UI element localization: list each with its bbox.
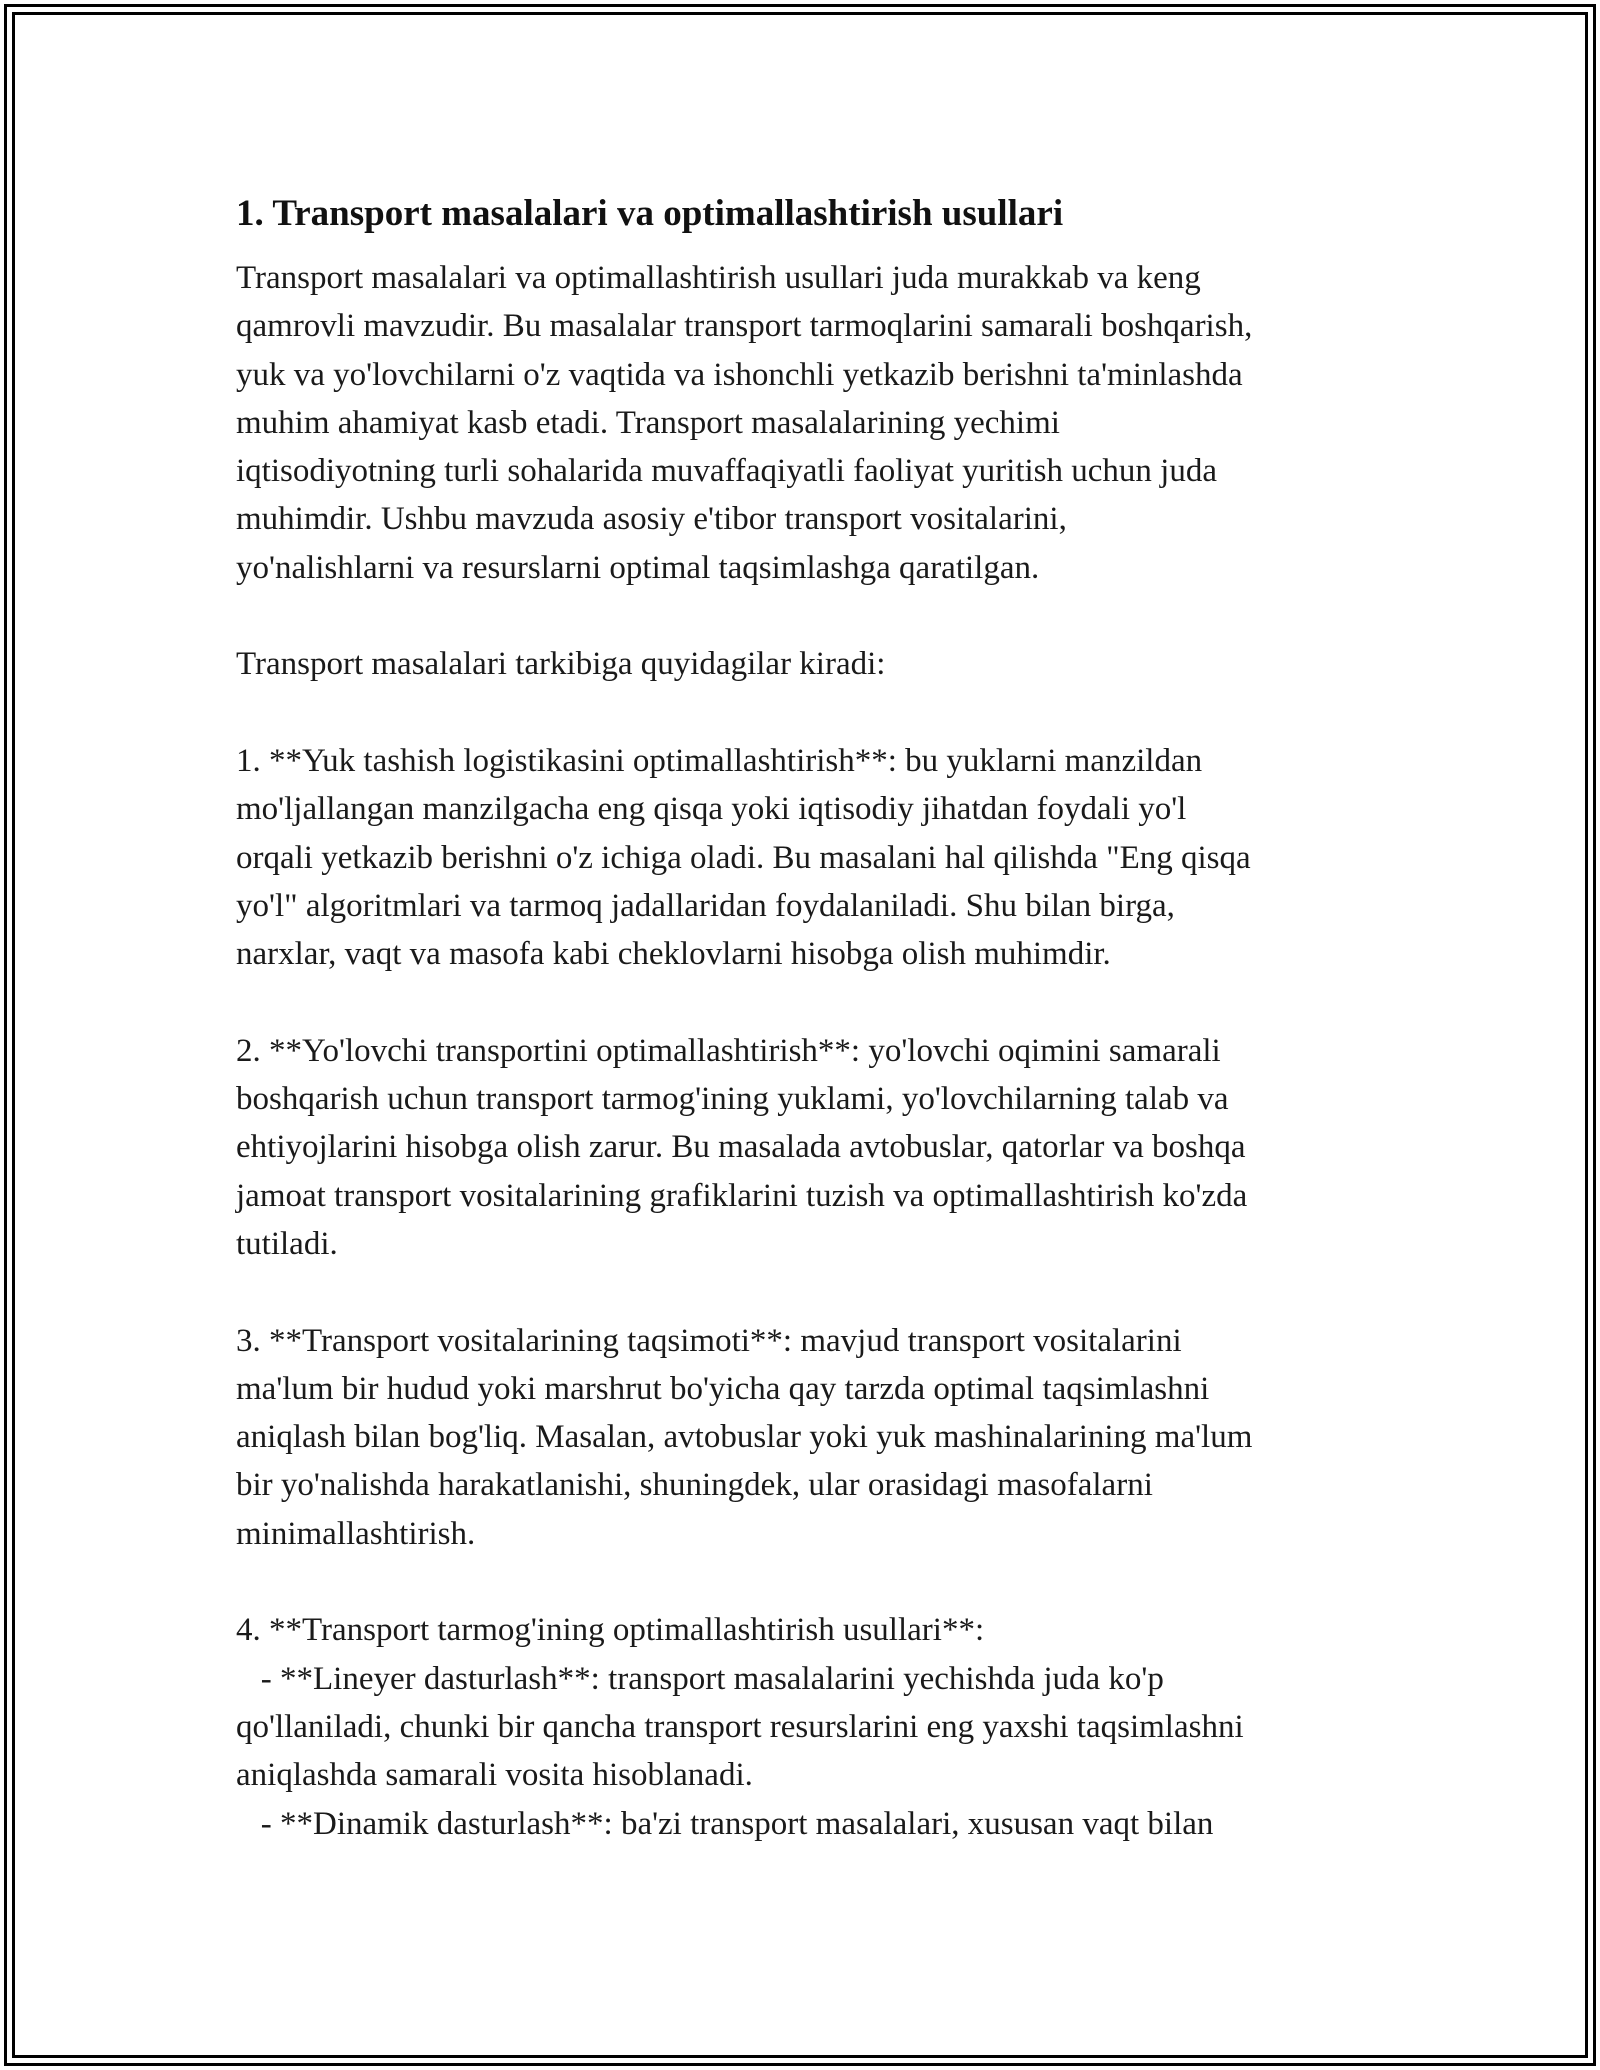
list-lead-line: Transport masalalari tarkibiga quyidagilar kiradi:: [236, 646, 886, 683]
list-item-4: [236, 1606, 1376, 1847]
paragraph-spacer: [236, 1268, 1376, 1316]
paragraph-line: bir yo'nalishda harakatlanishi, shuningdek, ular orasidagi masofalarni: [236, 1467, 1153, 1504]
intro-paragraph: [236, 254, 1376, 592]
paragraph-line: qamrovli mavzudir. Bu masalalar transport tarmoqlarini samarali boshqarish,: [236, 308, 1253, 345]
paragraph-line: yuk va yo'lovchilarni o'z vaqtida va ishonchli yetkazib berishni ta'minlashda: [236, 356, 1243, 393]
paragraph-spacer: [236, 1558, 1376, 1606]
paragraph-line: muhimdir. Ushbu mavzuda asosiy e'tibor transport vositalarini,: [236, 501, 1067, 538]
list-item-1: [236, 737, 1376, 978]
paragraph-line: yo'nalishlarni va resurslarni optimal taqsimlashga qaratilgan.: [236, 549, 1040, 586]
paragraph-line: qo'llaniladi, chunki bir qancha transport resurslarini eng yaxshi taqsimlashni: [236, 1708, 1244, 1745]
paragraph-line: - **Lineyer dasturlash**: transport masalalarini yechishda juda ko'p: [236, 1660, 1164, 1697]
paragraph-spacer: [236, 978, 1376, 1026]
paragraph-line: jamoat transport vositalarining grafiklarini tuzish va optimallashtirish ko'zda: [236, 1177, 1248, 1214]
paragraph-line: 3. **Transport vositalarining taqsimoti**: mavjud transport vositalarini: [236, 1322, 1182, 1359]
paragraph-line: 2. **Yo'lovchi transportini optimallashtirish**: yo'lovchi oqimini samarali: [236, 1032, 1221, 1069]
list-item-2: [236, 1027, 1376, 1268]
paragraph-line: muhim ahamiyat kasb etadi. Transport masalalarining yechimi: [236, 404, 1060, 441]
paragraph-line: yo'l" algoritmlari va tarmoq jadallaridan foydalaniladi. Shu bilan birga,: [236, 887, 1175, 924]
paragraph-line: minimallashtirish.: [236, 1515, 476, 1552]
paragraph-line: boshqarish uchun transport tarmog'ining yuklami, yo'lovchilarning talab va: [236, 1081, 1229, 1118]
paragraph-line: iqtisodiyotning turli sohalarida muvaffaqiyatli faoliyat yuritish uchun juda: [236, 453, 1217, 490]
paragraph-line: narxlar, vaqt va masofa kabi cheklovlarni hisobga olish muhimdir.: [236, 936, 1111, 973]
paragraph-line: ehtiyojlarini hisobga olish zarur. Bu masalada avtobuslar, qatorlar va boshqa: [236, 1129, 1246, 1166]
paragraph-line: - **Dinamik dasturlash**: ba'zi transport masalalari, xususan vaqt bilan: [236, 1805, 1214, 1842]
paragraph-line: aniqlash bilan bog'liq. Masalan, avtobuslar yoki yuk mashinalarining ma'lum: [236, 1419, 1253, 1456]
paragraph-line: orqali yetkazib berishni o'z ichiga oladi. Bu masalani hal qilishda "Eng qisqa: [236, 839, 1251, 876]
paragraph-line: aniqlashda samarali vosita hisoblanadi.: [236, 1757, 753, 1794]
paragraph-line: 4. **Transport tarmog'ining optimallashtirish usullari**:: [236, 1612, 985, 1649]
section-heading: 1. Transport masalalari va optimallashtirish usullari: [236, 193, 1064, 234]
paragraph-spacer: [236, 592, 1376, 640]
paragraph-line: tutiladi.: [236, 1225, 338, 1262]
list-item-3: [236, 1317, 1376, 1558]
paragraph-spacer: [236, 689, 1376, 737]
paragraph-line: ma'lum bir hudud yoki marshrut bo'yicha qay tarzda optimal taqsimlashni: [236, 1370, 1210, 1407]
paragraph-line: mo'ljallangan manzilgacha eng qisqa yoki iqtisodiy jihatdan foydali yo'l: [236, 791, 1187, 828]
paragraph-line: Transport masalalari va optimallashtirish usullari juda murakkab va keng: [236, 260, 1201, 296]
document-body: [236, 184, 1376, 1848]
paragraph-line: 1. **Yuk tashish logistikasini optimallashtirish**: bu yuklarni manzildan: [236, 742, 1203, 779]
